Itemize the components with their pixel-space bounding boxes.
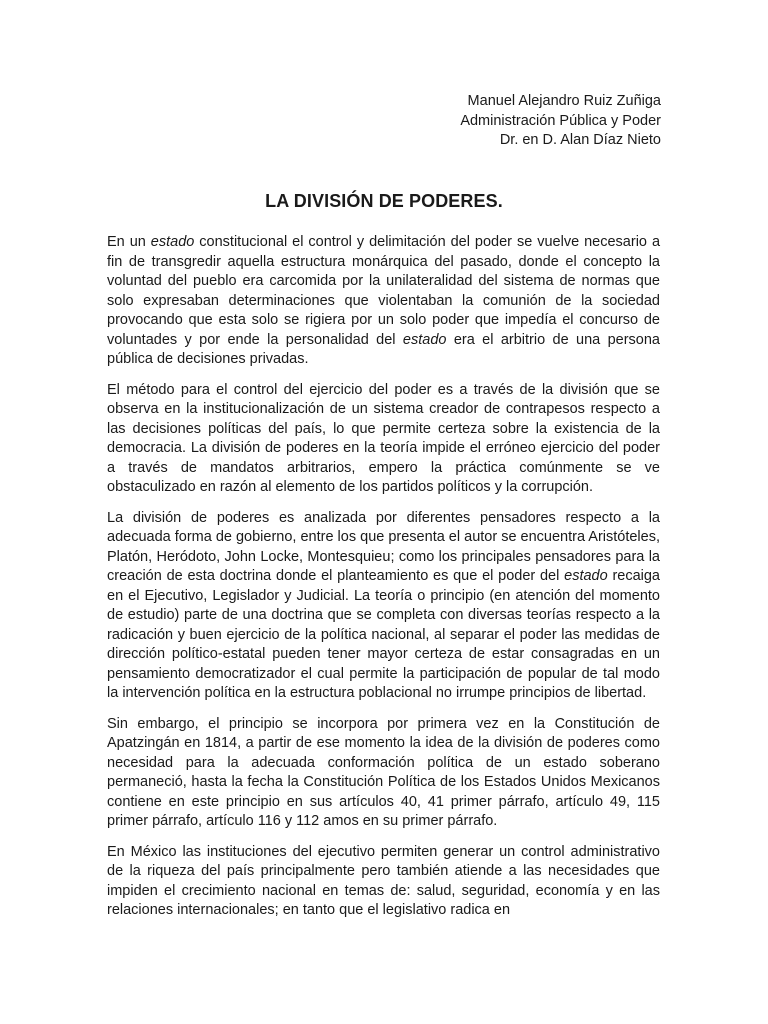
paragraph-5: En México las instituciones del ejecutivo permiten generar un control administrativo de la riqueza del país principalmente pero también atiende a las necesidades que impiden el crecimiento nacional en temas de: salud, seguridad, economía y en las relaciones internacionales; en tanto que el legislativo radica en [107,843,660,918]
paragraph-1: En un estado constitucional el control y delimitación del poder se vuelve necesario a fin de transgredir aquella estructura monárquica del pasado, donde el concepto la voluntad del pueblo era carcomida por la unilateralidad del sistema de normas que solo expresaban determinaciones que violentaban la comunión de la sociedad provocando que esta solo se rigiera por un solo poder que impedía el concurso de voluntades y por ende la personalidad del estado era el arbitrio de una persona pública de decisiones privadas. [107,234,661,367]
paragraph-2: El método para el control del ejercicio del poder es a través de la división que se observa en la institucionalización de un sistema creador de contrapesos respecto a las decisiones políticas del país, lo que permite certeza sobre la existencia de la democracia. La división de poderes en la teoría impide el erróneo ejercicio del poder a través de mandatos arbitrarios, empero la práctica comúnmente se ve obstaculizado en razón al elemento de los partidos políticos y la corrupción. [107,381,660,495]
paragraph-4: Sin embargo, el principio se incorpora por primera vez en la Constitución de Apatzingán en 1814, a partir de ese momento la idea de la división de poderes como necesidad para la adecuada conformación política de un estado soberano permaneció, hasta la fecha la Constitución Política de los Estados Unidos Mexicanos contiene en este principio en sus artículos 40, 41 primer párrafo, artículo 49, 115 primer párrafo, artículo 116 y 112 amos en su primer párrafo. [107,715,660,829]
document-body [107,233,660,932]
document-title: LA DIVISIÓN DE PODERES. [265,191,503,211]
course-name: Administración Pública y Poder [460,112,661,129]
professor-name: Dr. en D. Alan Díaz Nieto [499,132,661,148]
author-name: Manuel Alejandro Ruiz Zuñiga [467,93,661,109]
document-header [460,92,661,151]
paragraph-3: La división de poderes es analizada por diferentes pensadores respecto a la adecuada forma de gobierno, entre los que presenta el autor se encuentra Aristóteles, Platón, Heródoto, John Locke, Montesquieu; como los principales pensadores para la creación de esta doctrina donde el planteamiento es que el poder del estado recaiga en el Ejecutivo, Legislador y Judicial. La teoría o principio (en atención del momento de estudio) parte de una doctrina que se completa con diversas teorías respecto a la radicación y buen ejercicio de la política nacional, al separar el poder las medidas de dirección político-estatal pueden tener mayor certeza de estar consagradas en un pensamiento democratizador el cual permite la participación de popular de tal modo la intervención política en la estructura poblacional no irrumpe principios de libertad. [107,509,661,701]
